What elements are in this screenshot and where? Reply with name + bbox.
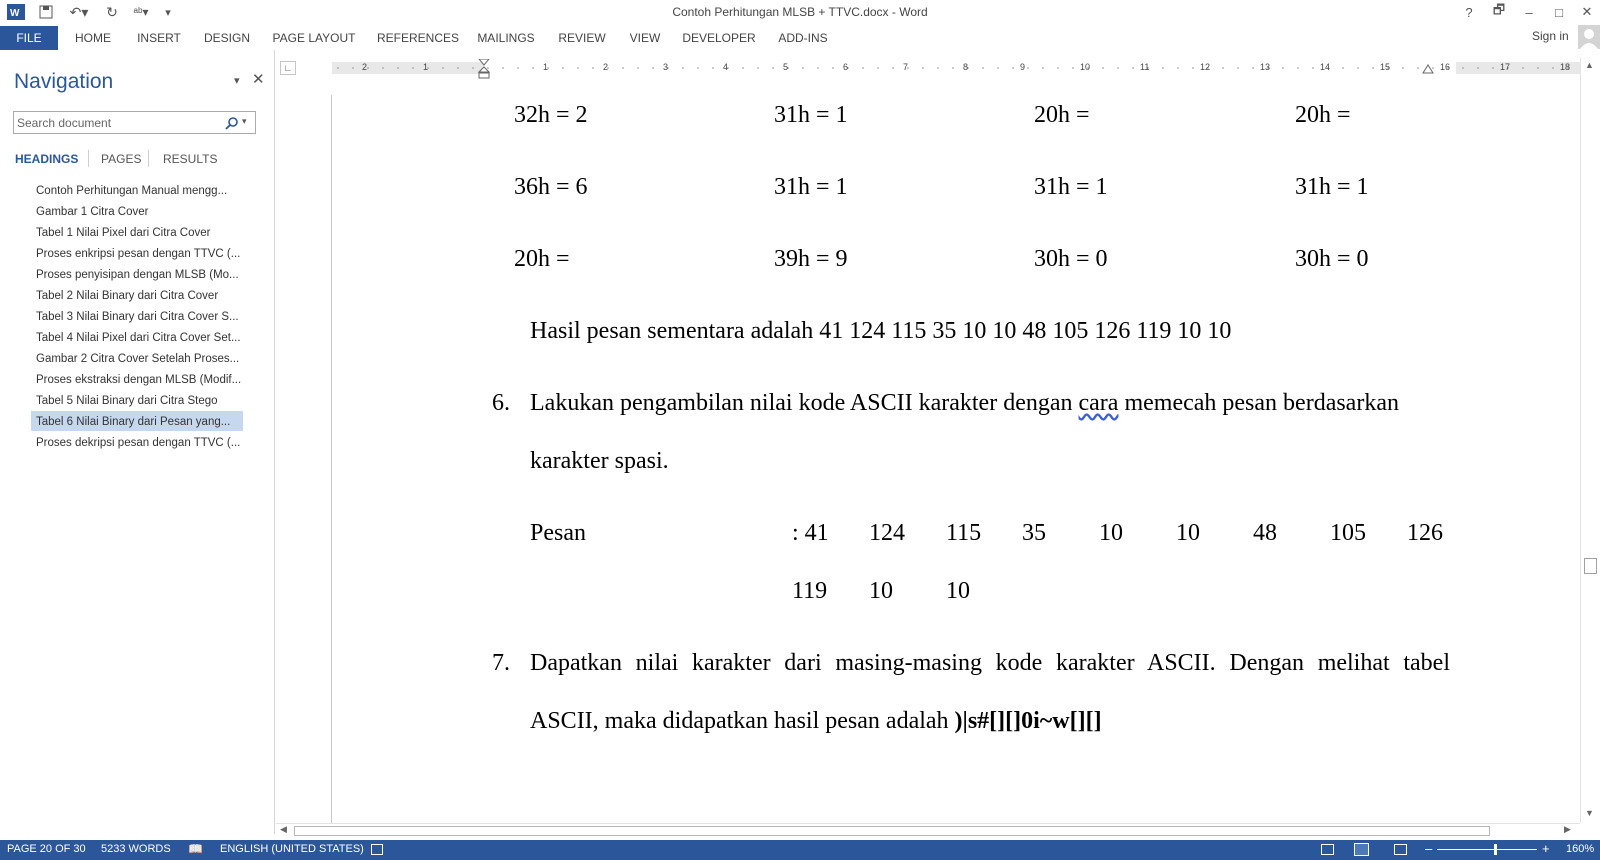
tab-developer[interactable]: DEVELOPER (682, 31, 756, 45)
heading-item[interactable]: Contoh Perhitungan Manual mengg... (36, 185, 228, 197)
scroll-thumb[interactable] (1584, 558, 1597, 574)
vertical-ruler (276, 95, 332, 823)
pesan-value: 48 (1253, 520, 1277, 546)
heading-item[interactable]: Gambar 2 Citra Cover Setelah Proses... (36, 353, 240, 365)
svg-text:W: W (10, 8, 20, 19)
pesan-value: 10 (869, 578, 893, 604)
scroll-left-icon[interactable]: ◀ (280, 824, 287, 834)
table-cell: 39h = 9 (774, 246, 848, 272)
search-icon[interactable] (225, 116, 239, 130)
tab-pages[interactable]: PAGES (101, 152, 142, 166)
heading-item[interactable]: Proses ekstraksi dengan MLSB (Modif... (36, 374, 241, 386)
vertical-scrollbar[interactable] (1580, 58, 1600, 823)
item7-line2 (530, 708, 1102, 735)
scroll-up-icon[interactable]: ▲ (1585, 60, 1594, 70)
navigation-title: Navigation (14, 70, 114, 93)
ruler-label: 4 (723, 62, 729, 72)
pesan-value: 126 (1407, 520, 1443, 546)
table-cell: 20h = (514, 246, 570, 272)
ruler-label: 1 (543, 62, 549, 72)
word-count[interactable]: 5233 WORDS (101, 843, 171, 855)
language-indicator[interactable]: ENGLISH (UNITED STATES) (220, 843, 364, 855)
horizontal-scrollbar[interactable] (276, 823, 1580, 837)
pesan-label: Pesan (530, 520, 586, 546)
tab-headings[interactable]: HEADINGS (15, 152, 79, 166)
scroll-right-icon[interactable]: ▶ (1564, 824, 1571, 834)
heading-item[interactable]: Tabel 1 Nilai Pixel dari Citra Cover (36, 227, 211, 239)
horizontal-scroll-thumb[interactable] (294, 826, 1490, 836)
ruler-label: 13 (1260, 62, 1271, 72)
pesan-value: 105 (1330, 520, 1366, 546)
tab-home[interactable]: HOME (75, 31, 111, 45)
tab-file[interactable]: FILE (0, 26, 58, 50)
tab-mailings[interactable]: MAILINGS (477, 31, 535, 45)
table-cell: 20h = (1034, 102, 1090, 128)
heading-item[interactable]: Tabel 4 Nilai Pixel dari Citra Cover Set... (36, 332, 241, 344)
table-cell: 36h = 6 (514, 174, 588, 200)
search-input[interactable] (13, 111, 256, 134)
table-cell: 32h = 2 (514, 102, 588, 128)
indent-marker-icon[interactable] (478, 59, 490, 79)
tab-page-layout[interactable]: PAGE LAYOUT (272, 31, 356, 45)
list-number: 6. (492, 390, 510, 416)
heading-item-selected[interactable]: Tabel 6 Nilai Binary dari Pesan yang... (36, 416, 231, 428)
pesan-value: 115 (946, 520, 982, 546)
ruler-label: 14 (1320, 62, 1331, 72)
zoom-out-button[interactable]: – (1425, 841, 1433, 856)
heading-item[interactable]: Proses dekripsi pesan dengan TTVC (... (36, 437, 241, 449)
macro-record-icon[interactable] (371, 844, 383, 855)
hasil-paragraph: Hasil pesan sementara adalah 41 124 115 35 10 10 48 105 126 119 10 10 (530, 318, 1232, 344)
heading-item[interactable]: Tabel 5 Nilai Binary dari Citra Stego (36, 395, 218, 407)
tab-add-ins[interactable]: ADD-INS (778, 31, 828, 45)
tab-references[interactable]: REFERENCES (376, 31, 459, 45)
spelling-icon[interactable]: ᵃᵇ▾ (133, 5, 149, 19)
pesan-value: : 41 (792, 520, 829, 546)
right-indent-marker-icon[interactable] (1422, 63, 1434, 75)
search-options-icon[interactable]: ▾ (242, 116, 247, 126)
close-button[interactable]: ✕ (1581, 4, 1593, 19)
read-mode-icon[interactable] (1321, 844, 1334, 855)
ruler-label: 18 (1560, 62, 1571, 72)
web-layout-icon[interactable] (1394, 844, 1407, 855)
pesan-value: 35 (1022, 520, 1046, 546)
ruler-label: 16 (1440, 62, 1451, 72)
zoom-slider-thumb[interactable] (1494, 844, 1497, 855)
ruler-label: 5 (783, 62, 789, 72)
ruler-label: 10 (1080, 62, 1091, 72)
tab-selector-icon[interactable]: ∟ (280, 61, 296, 75)
ruler-label: 17 (1500, 62, 1511, 72)
page-count[interactable]: PAGE 20 OF 30 (7, 843, 86, 855)
proofing-icon[interactable]: 📖 (188, 842, 203, 856)
ruler-label: 11 (1140, 62, 1150, 72)
pane-options-icon[interactable]: ▾ (234, 75, 240, 87)
ruler-label: 3 (663, 62, 669, 72)
avatar[interactable] (1578, 25, 1600, 49)
tab-view[interactable]: VIEW (629, 31, 661, 45)
ruler-label: 2 (603, 62, 609, 72)
item7-line1: Dapatkan nilai karakter dari masing-masing kode karakter ASCII. Dengan melihat tabel (530, 650, 1450, 676)
heading-item[interactable]: Proses penyisipan dengan MLSB (Mo... (36, 269, 239, 281)
pesan-value: 124 (869, 520, 905, 546)
heading-item[interactable]: Tabel 3 Nilai Binary dari Citra Cover S... (36, 311, 239, 323)
heading-item[interactable]: Tabel 2 Nilai Binary dari Citra Cover (36, 290, 219, 302)
heading-item[interactable]: Proses enkripsi pesan dengan TTVC (... (36, 248, 241, 260)
scroll-down-icon[interactable]: ▼ (1585, 808, 1594, 818)
heading-item[interactable]: Gambar 1 Citra Cover (36, 206, 149, 218)
pesan-value: 10 (1099, 520, 1123, 546)
maximize-button[interactable]: □ (1555, 4, 1563, 20)
zoom-level[interactable]: 160% (1566, 843, 1595, 855)
table-cell: 31h = 1 (1034, 174, 1108, 200)
tab-review[interactable]: REVIEW (558, 31, 606, 45)
item6-text: Lakukan pengambilan nilai kode ASCII karakter dengan (530, 390, 1079, 416)
tab-design[interactable]: DESIGN (203, 31, 250, 45)
close-pane-icon[interactable]: ✕ (252, 71, 265, 88)
customize-qat-icon[interactable]: ▾ (165, 6, 171, 19)
ruler-label: 1 (423, 62, 429, 72)
ruler-ticks (332, 62, 1580, 74)
ruler-label: 12 (1200, 62, 1211, 72)
pesan-value: 10 (946, 578, 970, 604)
decoded-message: )|s#[][]0i~w[][] (954, 708, 1102, 734)
ruler-label: 7 (903, 62, 909, 72)
pesan-value: 119 (792, 578, 828, 604)
ruler-label: 2 (362, 62, 368, 72)
print-layout-icon[interactable] (1354, 843, 1369, 856)
horizontal-ruler[interactable] (332, 62, 1580, 74)
zoom-slider[interactable] (1437, 849, 1537, 850)
ruler-label: 9 (1020, 62, 1026, 72)
grammar-flagged-word[interactable]: cara (1078, 390, 1119, 416)
item6-text: memecah pesan berdasarkan (1118, 390, 1399, 416)
minimize-button[interactable]: – (1525, 4, 1533, 20)
redo-icon[interactable]: ↻ (106, 3, 118, 20)
window-title: Contoh Perhitungan MLSB + TTVC.docx - Word (672, 5, 928, 19)
item7-text: ASCII, maka didapatkan hasil pesan adalah (530, 708, 955, 734)
table-cell: 31h = 1 (774, 102, 848, 128)
tab-separator (88, 150, 89, 167)
sign-in-link[interactable]: Sign in (1532, 29, 1569, 43)
table-cell: 20h = (1295, 102, 1351, 128)
table-cell: 30h = 0 (1034, 246, 1108, 272)
list-number: 7. (492, 650, 510, 676)
ruler-label: 8 (963, 62, 969, 72)
tab-separator (148, 150, 149, 167)
pesan-value: 10 (1176, 520, 1200, 546)
zoom-in-button[interactable]: + (1542, 841, 1550, 856)
ribbon-display-options-icon[interactable]: 🗗 (1492, 2, 1506, 17)
help-icon[interactable]: ? (1465, 4, 1473, 20)
tab-insert[interactable]: INSERT (137, 31, 181, 45)
search-placeholder: Search document (17, 116, 112, 130)
undo-icon[interactable]: ↶▾ (69, 3, 89, 20)
ruler-label: 6 (843, 62, 849, 72)
table-cell: 30h = 0 (1295, 246, 1369, 272)
table-cell: 31h = 1 (774, 174, 848, 200)
ruler-label: 15 (1380, 62, 1391, 72)
tab-results[interactable]: RESULTS (163, 152, 218, 166)
item6-line1 (530, 390, 1399, 417)
item6-line2: karakter spasi. (530, 448, 669, 474)
table-cell: 31h = 1 (1295, 174, 1369, 200)
